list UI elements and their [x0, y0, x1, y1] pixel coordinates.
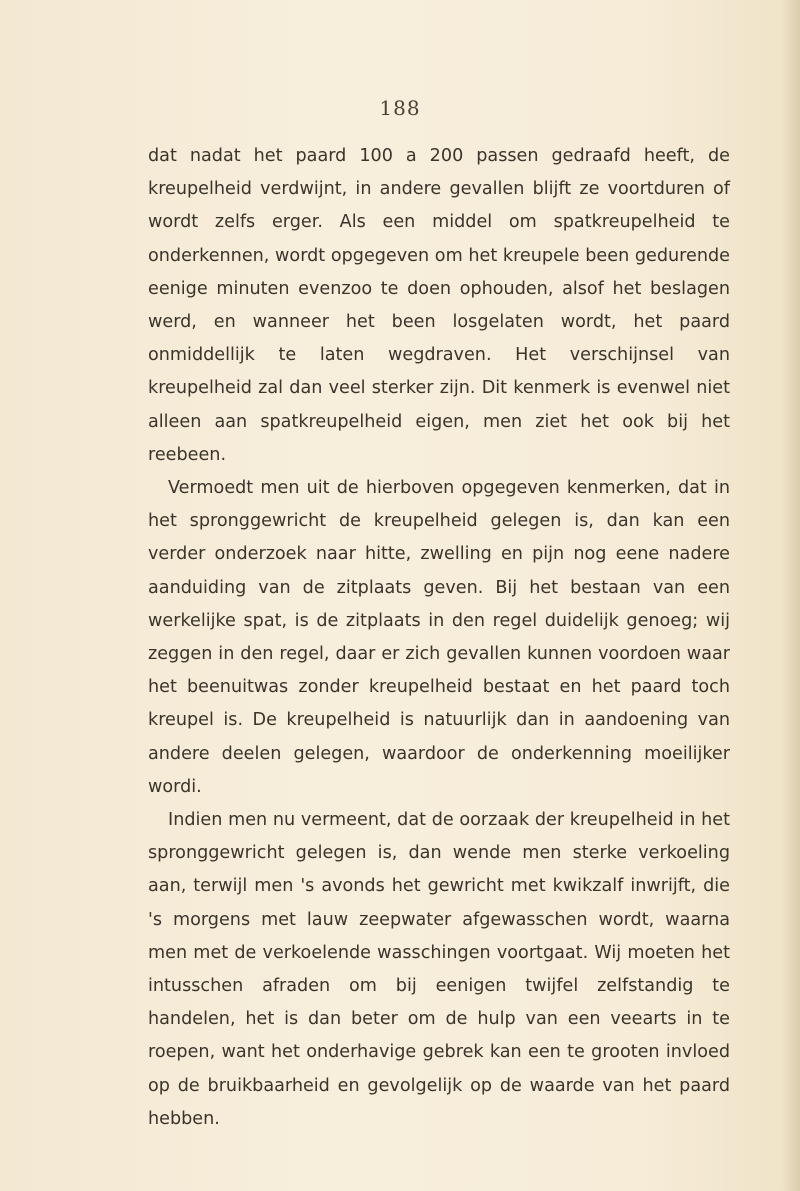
page-number: 188	[379, 96, 421, 120]
paragraph-1: dat nadat het paard 100 a 200 passen gedraafd heeft, de kreupelheid verdwijnt, in andere gevallen blijft ze voortduren of wordt zelfs erger. Als een middel om spatkreupelheid te onderkennen, wordt opgegeven om het kreupele been gedurende eenige minuten evenzoo te doen ophouden, alsof het beslagen werd, en wanneer het been losgelaten wordt, het paard onmiddellijk te laten wegdraven. Het verschijnsel van kreupelheid zal dan veel sterker zijn. Dit kenmerk is evenwel niet alleen aan spatkreupelheid eigen, men ziet het ook bij het reebeen.	[148, 146, 730, 465]
page-edge-shadow	[782, 0, 800, 1191]
paragraph-2: Vermoedt men uit de hierboven opgegeven kenmerken, dat in het spronggewricht de kreupelheid gelegen is, dan kan een verder onderzoek naar hitte, zwelling en pijn nog eene nadere aanduiding van de zitplaats geven. Bij het bestaan van een werkelijke spat, is de zitplaats in den regel duidelijk genoeg; wij zeggen in den regel, daar er zich gevallen kunnen voordoen waar het beenuitwas zonder kreupelheid bestaat en het paard toch kreupel is. De kreupelheid is natuurlijk dan in aandoening van andere deelen gelegen, waardoor de onderkenning moeilijker wordi.	[148, 478, 730, 797]
body-text	[148, 140, 730, 1136]
paragraph-3: Indien men nu vermeent, dat de oorzaak der kreupelheid in het spronggewricht gelegen is, dan wende men sterke verkoeling aan, terwijl men 's avonds het gewricht met kwikzalf inwrijft, die 's morgens met lauw zeepwater afgewasschen wordt, waarna men met de verkoelende wasschingen voortgaat. Wij moeten het intusschen afraden om bij eenigen twijfel zelfstandig te handelen, het is dan beter om de hulp van een veearts in te roepen, want het onderhavige gebrek kan een te grooten invloed op de bruikbaarheid en gevolgelijk op de waarde van het paard hebben.	[148, 810, 730, 1129]
